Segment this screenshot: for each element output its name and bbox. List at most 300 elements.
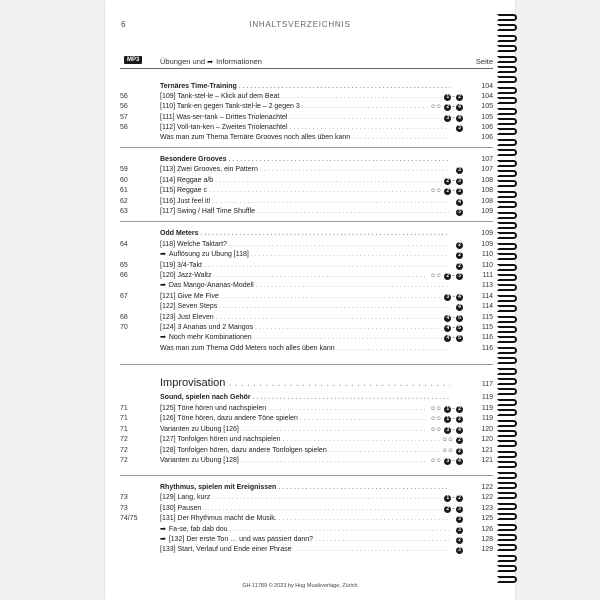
toc-entry[interactable] [120, 176, 493, 186]
page-ref: 104 [465, 82, 493, 92]
entry-title [160, 292, 450, 302]
section-rule [120, 147, 493, 148]
toc-entry[interactable] [120, 123, 493, 133]
level-badge: 4 [456, 304, 463, 311]
toc-entry[interactable] [120, 504, 493, 514]
exercise-number: 68 [120, 314, 128, 321]
exercise-number: 72 [120, 457, 128, 464]
page-ref: 114 [465, 302, 493, 312]
difficulty-markers [454, 165, 463, 175]
toc-entry[interactable] [120, 535, 493, 545]
entry-title [160, 133, 450, 143]
binding-ring [497, 316, 517, 323]
page-ref: 110 [465, 250, 493, 260]
level-range-separator: – [452, 495, 455, 501]
toc-entry[interactable] [120, 514, 493, 524]
exercise-number: 71 [120, 426, 128, 433]
entry-title [160, 545, 450, 555]
entry-title [160, 155, 450, 165]
entry-title-text: [123] Just Eleven [160, 314, 214, 321]
level-badge: 2 [456, 495, 463, 502]
entry-title-text: Sound, spielen nach Gehör [160, 394, 251, 401]
page-ref: 108 [465, 197, 493, 207]
arrow-icon: ➡ [160, 282, 168, 289]
page-ref: 107 [465, 155, 493, 165]
binding-ring [497, 253, 517, 260]
difficulty-markers [442, 504, 463, 514]
binding-ring [497, 76, 517, 83]
binding-ring [497, 492, 517, 499]
toc-entry[interactable] [120, 545, 493, 555]
entry-title [160, 261, 450, 271]
smiley-icon: ☺☺ [441, 448, 453, 454]
arrow-icon: ➡ [160, 334, 168, 341]
toc-entry[interactable] [120, 186, 493, 196]
entry-title-text: [122] Seven Steps [160, 303, 218, 310]
level-badge: 2 [444, 188, 451, 195]
level-badge: 3 [444, 115, 451, 122]
entry-title-text: [121] Give Me Five [160, 293, 219, 300]
binding-ring [497, 139, 517, 146]
smiley-icon: ☺☺ [441, 437, 453, 443]
level-badge: 3 [456, 167, 463, 174]
page-ref: 109 [465, 207, 493, 217]
level-badge: 2 [456, 416, 463, 423]
entry-title-text: [113] Zwei Grooves, ein Pattern [160, 166, 258, 173]
exercise-number: 73 [120, 505, 128, 512]
exercise-number: 57 [120, 114, 128, 121]
page-number: 6 [121, 20, 126, 29]
entry-title [160, 281, 450, 291]
toc-entry[interactable] [120, 113, 493, 123]
toc-entry[interactable] [120, 414, 493, 424]
level-badge: 5 [456, 335, 463, 342]
exercise-number: 70 [120, 324, 128, 331]
mp3-badge: MP3 [124, 56, 142, 64]
toc-entry[interactable] [120, 393, 493, 403]
page-ref: 117 [465, 380, 493, 390]
entry-title [160, 271, 450, 281]
entry-title-text: Varianten zu Übung [126] [160, 426, 239, 433]
difficulty-markers [454, 207, 463, 217]
difficulty-markers [454, 197, 463, 207]
exercise-number: 56 [120, 103, 128, 110]
smiley-icon: ☺☺ [429, 406, 442, 412]
binding-ring [497, 368, 517, 375]
exercise-number: 61 [120, 187, 128, 194]
binding-ring [497, 565, 517, 572]
entry-title-text: [118] Welche Taktart? [160, 241, 227, 248]
toc-entry[interactable] [120, 271, 493, 281]
level-badge: 2 [456, 242, 463, 249]
page-ref: 128 [465, 535, 493, 545]
toc-entry[interactable] [120, 313, 493, 323]
entry-title-text: Das Mango-Ananas-Modell [168, 282, 254, 289]
difficulty-markers [454, 525, 463, 535]
page-ref: 129 [465, 545, 493, 555]
page-ref: 116 [465, 344, 493, 354]
column-header-label [160, 57, 262, 66]
binding-ring [497, 513, 517, 520]
level-badge: 3 [456, 547, 463, 554]
page-ref: 109 [465, 240, 493, 250]
difficulty-markers [428, 271, 463, 281]
exercise-number: 56 [120, 93, 128, 100]
difficulty-markers [442, 333, 463, 343]
smiley-icon: ☺☺ [429, 273, 442, 279]
entry-title [160, 404, 450, 414]
page-ref: 108 [465, 186, 493, 196]
exercise-number: 72 [120, 436, 128, 443]
toc-entry[interactable] [120, 165, 493, 175]
level-badge: 5 [456, 325, 463, 332]
level-badge: 2 [456, 448, 463, 455]
level-badge: 4 [456, 427, 463, 434]
level-badge: 4 [456, 199, 463, 206]
exercise-number: 74/75 [120, 515, 138, 522]
toc-entry[interactable] [120, 333, 493, 343]
level-range-separator: – [452, 506, 455, 512]
entry-title [160, 302, 450, 312]
difficulty-markers [428, 425, 463, 435]
entry-title [160, 525, 450, 535]
exercise-number: 71 [120, 405, 128, 412]
binding-ring [497, 534, 517, 541]
toc-entry[interactable] [120, 323, 493, 333]
difficulty-markers [454, 240, 463, 250]
entry-title-text: Was man zum Thema Odd Meters noch alles üben kann [160, 345, 335, 352]
entry-title [160, 393, 450, 403]
level-badge: 3 [456, 516, 463, 523]
column-header-left-after: Informationen [216, 57, 262, 66]
level-range-separator: – [452, 458, 455, 464]
toc-entry[interactable] [120, 292, 493, 302]
toc-entry[interactable] [120, 261, 493, 271]
entry-title-text: Besondere Grooves [160, 156, 227, 163]
binding-ring [497, 108, 517, 115]
binding-ring [497, 399, 517, 406]
smiley-icon: ☺☺ [429, 427, 442, 433]
binding-ring [497, 66, 517, 73]
level-range-separator: – [452, 325, 455, 331]
level-badge: 4 [456, 294, 463, 301]
entry-title [160, 229, 450, 239]
exercise-number: 71 [120, 415, 128, 422]
entry-title-text: Ternäres Time-Training [160, 83, 237, 90]
binding-ring [497, 295, 517, 302]
binding-ring [497, 243, 517, 250]
arrow-icon: ➡ [160, 536, 168, 543]
toc-entry[interactable] [120, 344, 493, 354]
level-range-separator: – [452, 94, 455, 100]
difficulty-markers [440, 435, 463, 445]
smiley-icon: ☺☺ [429, 104, 442, 110]
entry-title [160, 176, 450, 186]
entry-title-text: Was man zum Thema Ternäre Grooves noch alles üben kann [160, 134, 351, 141]
level-range-separator: – [452, 335, 455, 341]
difficulty-markers [442, 292, 463, 302]
entry-title-text: [119] 3/4-Takt [160, 262, 202, 269]
toc-entry[interactable] [120, 92, 493, 102]
entry-title-text: [116] Just feel it! [160, 198, 211, 205]
toc-entry[interactable] [120, 82, 493, 92]
level-range-separator: – [452, 104, 455, 110]
binding-ring [497, 232, 517, 239]
level-badge: 2 [444, 273, 451, 280]
entry-title [160, 435, 450, 445]
section-rule [120, 364, 493, 365]
entry-title-text: [131] Der Rhythmus macht die Musik. [160, 515, 277, 522]
section-rule [120, 221, 493, 222]
binding-ring [497, 170, 517, 177]
difficulty-markers [454, 545, 463, 555]
entry-title [160, 113, 450, 123]
entry-title [160, 240, 450, 250]
entry-title [160, 446, 450, 456]
difficulty-markers [454, 514, 463, 524]
exercise-number: 60 [120, 177, 128, 184]
binding-ring [497, 524, 517, 531]
toc-entry[interactable] [120, 446, 493, 456]
arrow-icon: ➡ [160, 526, 168, 533]
entry-title [160, 207, 450, 217]
entry-title [160, 123, 450, 133]
entry-title [160, 378, 450, 388]
binding-ring [497, 180, 517, 187]
binding-ring [497, 357, 517, 364]
level-range-separator: – [452, 188, 455, 194]
page-ref: 105 [465, 113, 493, 123]
exercise-number: 66 [120, 272, 128, 279]
page-ref: 125 [465, 514, 493, 524]
toc-entry[interactable] [120, 133, 493, 143]
level-badge: 2 [456, 252, 463, 259]
binding-ring [497, 191, 517, 198]
binding-ring [497, 305, 517, 312]
toc-entry[interactable] [120, 425, 493, 435]
toc-entry[interactable] [120, 155, 493, 165]
level-badge: 1 [444, 416, 451, 423]
page-ref: 122 [465, 483, 493, 493]
toc-entry[interactable] [120, 207, 493, 217]
entry-title [160, 82, 450, 92]
page-ref: 109 [465, 229, 493, 239]
page-ref: 108 [465, 176, 493, 186]
entry-title-text: Rhythmus, spielen mit Ereignissen [160, 484, 277, 491]
page-ref: 104 [465, 92, 493, 102]
toc-entry[interactable] [120, 483, 493, 493]
entry-title [160, 92, 450, 102]
entry-title [160, 514, 450, 524]
exercise-number: 62 [120, 198, 128, 205]
level-badge: 5 [456, 315, 463, 322]
entry-title [160, 493, 450, 503]
entry-title [160, 186, 450, 196]
level-range-separator: – [452, 178, 455, 184]
level-badge: 2 [456, 263, 463, 270]
binding-ring [497, 472, 517, 479]
entry-title-text: [112] Voll-tan-ken – Zweites Triolenachtel [160, 124, 288, 131]
binding-ring [497, 576, 517, 583]
difficulty-markers [454, 302, 463, 312]
binding-ring [497, 35, 517, 42]
section-rule [120, 475, 493, 476]
smiley-icon: ☺☺ [429, 416, 442, 422]
page-ref: 114 [465, 292, 493, 302]
page-ref: 119 [465, 404, 493, 414]
toc-entry[interactable] [120, 229, 493, 239]
toc-entry[interactable] [120, 525, 493, 535]
page-ref: 119 [465, 393, 493, 403]
binding-ring [497, 388, 517, 395]
level-badge: 3 [456, 188, 463, 195]
binding-ring [497, 212, 517, 219]
toc-entry[interactable] [120, 435, 493, 445]
entry-title [160, 425, 450, 435]
difficulty-markers [428, 102, 463, 112]
binding-ring [497, 326, 517, 333]
binding-ring [497, 118, 517, 125]
toc-entry[interactable] [120, 102, 493, 112]
smiley-icon: ☺☺ [429, 188, 442, 194]
exercise-number: 73 [120, 494, 128, 501]
level-badge: 3 [456, 273, 463, 280]
entry-title-text: [120] Jazz-Waltz [160, 272, 212, 279]
exercise-number: 67 [120, 293, 128, 300]
difficulty-markers [428, 456, 463, 466]
entry-title-text: [114] Reggae a/b [160, 177, 214, 184]
binding-ring [497, 222, 517, 229]
entry-title [160, 333, 450, 343]
level-badge: 1 [444, 495, 451, 502]
difficulty-markers [442, 113, 463, 123]
page-ref: 115 [465, 323, 493, 333]
binding-ring [497, 430, 517, 437]
toc-entry[interactable] [120, 250, 493, 260]
binding-ring [497, 544, 517, 551]
toc-entry[interactable] [120, 380, 493, 390]
binding-ring [497, 482, 517, 489]
level-badge: 3 [456, 527, 463, 534]
level-badge: 2 [456, 437, 463, 444]
entry-title-text: Varianten zu Übung [128] [160, 457, 239, 464]
level-badge: 4 [444, 315, 451, 322]
binding-ring [497, 87, 517, 94]
exercise-number: 63 [120, 208, 128, 215]
page-ref: 121 [465, 456, 493, 466]
exercise-number: 72 [120, 447, 128, 454]
smiley-icon: ☺☺ [429, 458, 442, 464]
binding-ring [497, 274, 517, 281]
level-badge: 2 [456, 94, 463, 101]
binding-ring [497, 45, 517, 52]
header-rule [120, 68, 493, 69]
page-title: INHALTSVERZEICHNIS [249, 20, 351, 29]
page-ref: 116 [465, 333, 493, 343]
page-ref: 126 [465, 525, 493, 535]
toc-entry[interactable] [120, 281, 493, 291]
level-badge: 2 [444, 104, 451, 111]
level-badge: 4 [456, 115, 463, 122]
level-badge: 3 [456, 178, 463, 185]
difficulty-markers [428, 414, 463, 424]
level-badge: 4 [444, 325, 451, 332]
level-badge: 3 [456, 506, 463, 513]
level-badge: 3 [444, 294, 451, 301]
toc-entry[interactable] [120, 404, 493, 414]
difficulty-markers [428, 404, 463, 414]
level-badge: 3 [444, 427, 451, 434]
entry-title-text: [126] Töne hören, dazu andere Töne spielen [160, 415, 298, 422]
entry-title-text: Noch mehr Kombinationen [168, 334, 252, 341]
level-badge: 4 [444, 335, 451, 342]
binding-ring [497, 264, 517, 271]
page-ref: 120 [465, 425, 493, 435]
binding-ring [497, 409, 517, 416]
page-ref: 107 [465, 165, 493, 175]
toc-entry[interactable] [120, 197, 493, 207]
binding-ring [497, 440, 517, 447]
entry-title [160, 456, 450, 466]
entry-title [160, 504, 450, 514]
entry-title-text: [128] Tonfolgen hören, dazu andere Tonfolgen spielen [160, 447, 327, 454]
difficulty-markers [454, 250, 463, 260]
column-header-page: Seite [475, 57, 493, 66]
page-ref: 121 [465, 446, 493, 456]
level-range-separator: – [452, 406, 455, 412]
binding-ring [497, 201, 517, 208]
page-ref: 119 [465, 414, 493, 424]
toc-entry[interactable] [120, 456, 493, 466]
difficulty-markers [442, 176, 463, 186]
toc-entry[interactable] [120, 493, 493, 503]
page-ref: 106 [465, 123, 493, 133]
level-badge: 1 [444, 406, 451, 413]
entry-title-text: [111] Was-ser-tank – Drittes Triolenachtel [160, 114, 288, 121]
entry-title-text: [124] 3 Ananas und 2 Mangos [160, 324, 254, 331]
level-range-separator: – [452, 294, 455, 300]
entry-title-text: [129] Lang, kurz [160, 494, 211, 501]
binding-ring [497, 97, 517, 104]
binding-ring [497, 128, 517, 135]
entry-title-text: Fa-se, fab dab dou [168, 526, 228, 533]
entry-title-text: [133] Start, Verlauf und Ende einer Phrase [160, 546, 292, 553]
entry-title [160, 165, 450, 175]
binding-ring [497, 461, 517, 468]
entry-title-text: Auflösung zu Übung [118] [168, 251, 249, 258]
arrow-icon: ➡ [160, 251, 168, 258]
page-ref: 111 [465, 271, 493, 281]
difficulty-markers [440, 446, 463, 456]
difficulty-markers [442, 313, 463, 323]
entry-title-text: [132] Der erste Ton … und was passiert dann? [168, 536, 314, 543]
toc-entry[interactable] [120, 240, 493, 250]
difficulty-markers [442, 92, 463, 102]
entry-title-text: [117] Swing / Half Time Shuffle [160, 208, 256, 215]
column-header-left: Übungen und [160, 57, 206, 66]
entry-title [160, 197, 450, 207]
column-header [120, 57, 493, 67]
page-ref: 123 [465, 504, 493, 514]
exercise-number: 65 [120, 262, 128, 269]
page-ref: 115 [465, 313, 493, 323]
entry-title-text: [130] Pausen [160, 505, 202, 512]
binding-ring [497, 284, 517, 291]
level-range-separator: – [452, 315, 455, 321]
toc-entry[interactable] [120, 302, 493, 312]
binding-ring [497, 503, 517, 510]
entry-title [160, 250, 450, 260]
